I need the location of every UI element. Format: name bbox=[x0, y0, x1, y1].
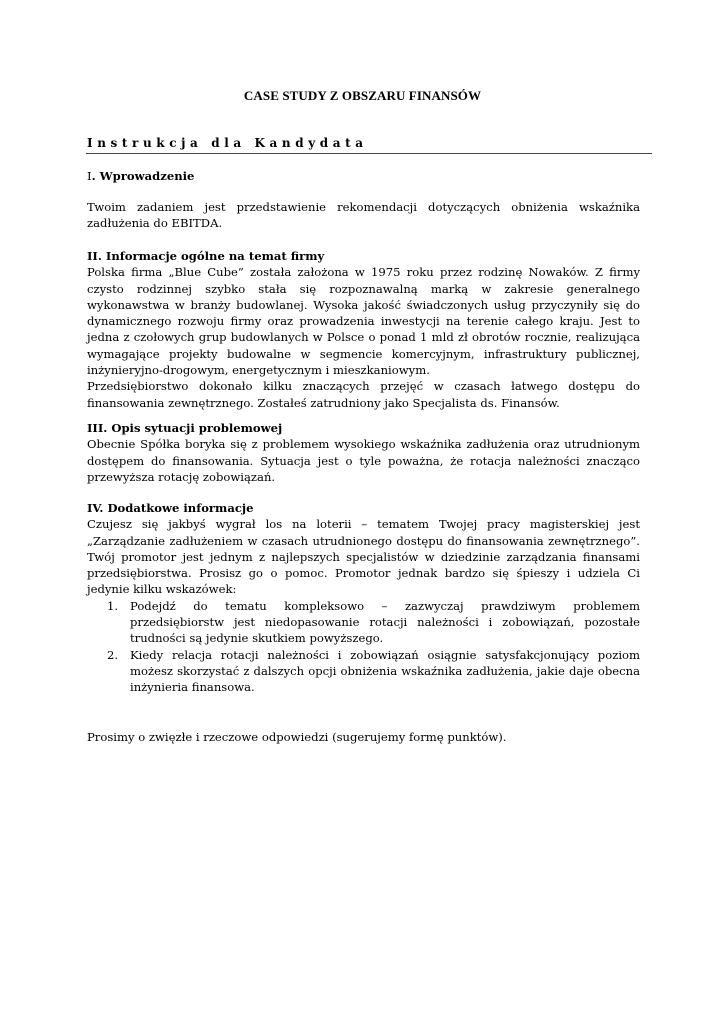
header-divider bbox=[86, 153, 652, 154]
section-additional-text: Czujesz się jakbyś wygrał los na loterii – tematem Twojej pracy magisterskiej jest „Zarządzanie zadłużeniem w czasach utrudnionego dostępu do finansowania zewnętrznego”. Twój promotor jest jednym z najlepszych specjalistów w dziedzinie zarządzania finansami przedsiębiorstwa. Prosisz go o pomoc. Promotor jednak bardzo się śpieszy i udziela Ci jedynie kilku wskazówek: bbox=[87, 517, 640, 597]
list-item bbox=[87, 647, 640, 696]
hints-list bbox=[87, 598, 640, 696]
list-item bbox=[87, 598, 640, 647]
section-additional-heading: IV. Dodatkowe informacje bbox=[87, 501, 254, 515]
document-title: CASE STUDY Z OBSZARU FINANSÓW bbox=[243, 88, 482, 103]
instruction-header: Instrukcja dla Kandydata bbox=[87, 136, 368, 150]
section-problem bbox=[87, 420, 640, 485]
section-intro-heading bbox=[87, 168, 640, 184]
section-problem-heading: III. Opis sytuacji problemowej bbox=[87, 421, 283, 435]
list-item-text: Kiedy relacja rotacji należności i zobowiązań osiągnie satysfakcjonujący poziom możesz skorzystać z dalszych opcji obniżenia wskaźnika zadłużenia, jakie daje obecna inżynieria finansowa. bbox=[130, 647, 640, 695]
section-additional bbox=[87, 500, 640, 696]
section-intro bbox=[87, 168, 640, 184]
section-intro-text: Twoim zadaniem jest przedstawienie rekomendacji dotyczących obniżenia wskaźnika zadłużenia do EBITDA. bbox=[87, 200, 640, 231]
section-general bbox=[87, 248, 640, 411]
section-general-text-2: Przedsiębiorstwo dokonało kilku znaczących przejęć w czasach łatwego dostępu do finansowania zewnętrznego. Zostałeś zatrudniony jako Specjalista ds. Finansów. bbox=[87, 379, 640, 410]
closing-note: Prosimy o zwięzłe i rzeczowe odpowiedzi (sugerujemy formę punktów). bbox=[87, 730, 507, 744]
section-intro-number: I bbox=[87, 169, 92, 183]
list-item-text: Podejdź do tematu kompleksowo – zazwyczaj prawdziwym problemem przedsiębiorstw jest niedopasowanie rotacji należności i zobowiązań, pozostałe trudności są jedynie skutkiem powyższego. bbox=[130, 598, 640, 646]
section-general-heading: II. Informacje ogólne na temat firmy bbox=[87, 249, 325, 263]
section-general-text-1: Polska firma „Blue Cube” została założona w 1975 roku przez rodzinę Nowaków. Z firmy czysto rodzinnej szybko stała się rozpoznawalną marką w zakresie generalnego wykonawstwa w branży budowlanej. Wysoka jakość świadczonych usług przyczyniły się do dynamicznego rozwoju firmy oraz prowadzenia inwestycji na terenie całego kraju. Jest to jedna z czołowych grup budowlanych w Polsce o ponad 1 mld zł obrotów rocznie, realizująca wymagające projekty budowalne w segmencie komercyjnym, infrastruktury publicznej, inżynieryjno-drogowym, energetycznym i mieszkaniowym. bbox=[87, 265, 640, 378]
list-item-number: 2. bbox=[107, 647, 119, 662]
section-intro-body bbox=[87, 199, 640, 232]
list-item-number: 1. bbox=[107, 598, 119, 613]
closing-note-block bbox=[87, 729, 687, 745]
section-problem-text: Obecnie Spółka boryka się z problemem wysokiego wskaźnika zadłużenia oraz utrudnionym dostępem do finansowania. Sytuacja jest o tyle poważna, że rotacja należności znacząco przewyższa rotację zobowiązań. bbox=[87, 437, 640, 484]
section-intro-title: . Wprowadzenie bbox=[91, 169, 195, 183]
